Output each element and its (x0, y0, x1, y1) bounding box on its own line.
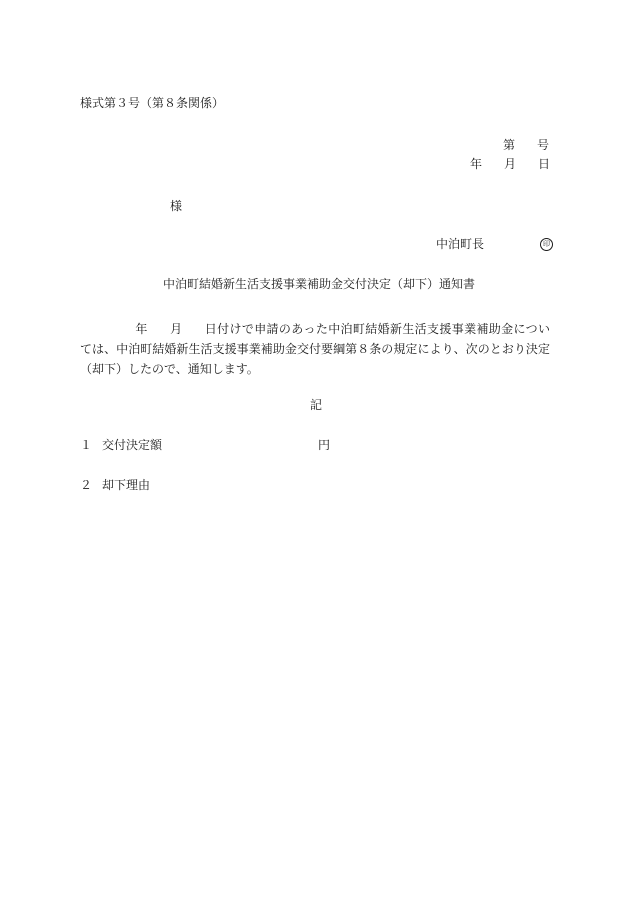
item-number: ２ (80, 478, 93, 492)
addressee: 様 (170, 199, 183, 213)
date-month: 月 (504, 157, 517, 171)
body-paragraph (80, 319, 550, 379)
item-number: １ (80, 438, 93, 452)
date-day: 日 (538, 157, 551, 171)
item-grant-amount (80, 439, 330, 451)
item-rejection-reason (80, 479, 150, 491)
doc-number-prefix: 第 (503, 138, 516, 152)
doc-number-suffix: 号 (537, 138, 550, 152)
item-label: 却下理由 (102, 478, 151, 492)
issue-date (470, 158, 550, 170)
document-title: 中泊町結婚新生活支援事業補助金交付決定（却下）通知書 (163, 277, 476, 291)
body-month: 月 (169, 322, 183, 336)
sender-name: 中泊町長 (436, 237, 485, 251)
ki-heading: 記 (310, 398, 323, 412)
sender (436, 238, 553, 251)
body-text: 日付けで申請のあった中泊町結婚新生活支援事業補助金については、中泊町結婚新生活支援事業補助金交付要綱第８条の規定により、次のとおり決定（却下）したので、通知します。 (80, 322, 550, 376)
seal-mark: 印 (540, 238, 553, 251)
document-number (503, 139, 549, 151)
date-year: 年 (470, 157, 483, 171)
body-year: 年 (135, 322, 148, 336)
item-label: 交付決定額 (102, 438, 163, 452)
item-unit: 円 (318, 438, 331, 452)
form-number: 様式第３号（第８条関係） (80, 96, 225, 110)
